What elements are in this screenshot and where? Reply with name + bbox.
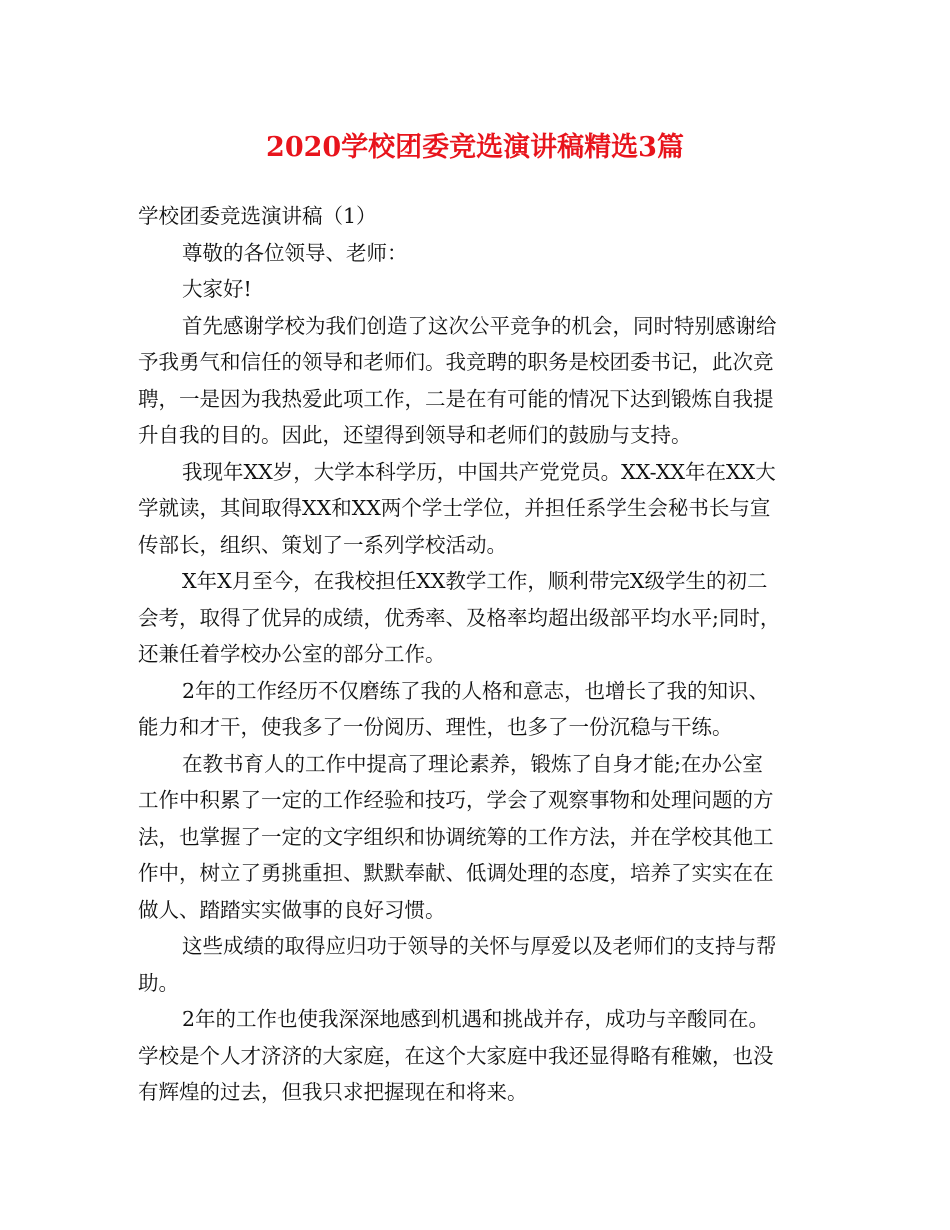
text-line: 学校是个人才济济的大家庭，在这个大家庭中我还显得略有稚嫩，也没 <box>138 1043 774 1068</box>
text-line: 尊敬的各位领导、老师： <box>182 240 408 265</box>
text-line: 助。 <box>138 970 179 995</box>
text-line: 聘，一是因为我热爱此项工作，二是在有可能的情况下达到锻炼自我提 <box>138 386 774 411</box>
text-line: 大家好! <box>182 277 252 301</box>
text-line: 予我勇气和信任的领导和老师们。我竞聘的职务是校团委书记，此次竞 <box>138 350 774 374</box>
text-line: X年X月至今，在我校担任XX教学工作，顺利带完X级学生的初二 <box>182 569 768 593</box>
text-line: 学校团委竞选演讲稿（1） <box>138 204 377 228</box>
text-line: 在教书育人的工作中提高了理论素养，锻炼了自身才能;在办公室 <box>182 751 763 776</box>
text-line: 首先感谢学校为我们创造了这次公平竞争的机会，同时特别感谢给 <box>182 313 777 338</box>
text-line: 能力和才干，使我多了一份阅历、理性，也多了一份沉稳与干练。 <box>138 715 733 739</box>
text-line: 2年的工作经历不仅磨练了我的人格和意志，也增长了我的知识、 <box>182 678 770 703</box>
text-line: 2年的工作也使我深深地感到机遇和挑战并存，成功与辛酸同在。 <box>182 1007 770 1031</box>
text-line: 学就读，其间取得XX和XX两个学士学位，并担任系学生会秘书长与宣 <box>138 496 771 520</box>
text-line: 这些成绩的取得应归功于领导的关怀与厚爱以及老师们的支持与帮 <box>182 934 777 958</box>
text-line: 我现年XX岁，大学本科学历，中国共产党党员。XX-XX年在XX大 <box>182 459 776 484</box>
text-line: 有辉煌的过去，但我只求把握现在和将来。 <box>138 1080 528 1104</box>
text-line: 做人、踏踏实实做事的良好习惯。 <box>138 897 446 922</box>
text-line: 作中，树立了勇挑重担、默默奉献、低调处理的态度，培养了实实在在 <box>138 861 774 885</box>
document-title: 2020学校团委竞选演讲稿精选3篇 <box>266 132 684 163</box>
text-line: 工作中积累了一定的工作经验和技巧，学会了观察事物和处理问题的方 <box>138 788 774 812</box>
text-line: 会考，取得了优异的成绩，优秀率、及格率均超出级部平均水平;同时， <box>138 605 781 630</box>
text-line: 法，也掌握了一定的文字组织和协调统筹的工作方法，并在学校其他工 <box>138 824 774 849</box>
document-body <box>138 198 814 1111</box>
text-line: 还兼任着学校办公室的部分工作。 <box>138 642 446 666</box>
text-line: 升自我的目的。因此，还望得到领导和老师们的鼓励与支持。 <box>138 423 692 447</box>
text-line: 传部长，组织、策划了一系列学校活动。 <box>138 532 507 557</box>
